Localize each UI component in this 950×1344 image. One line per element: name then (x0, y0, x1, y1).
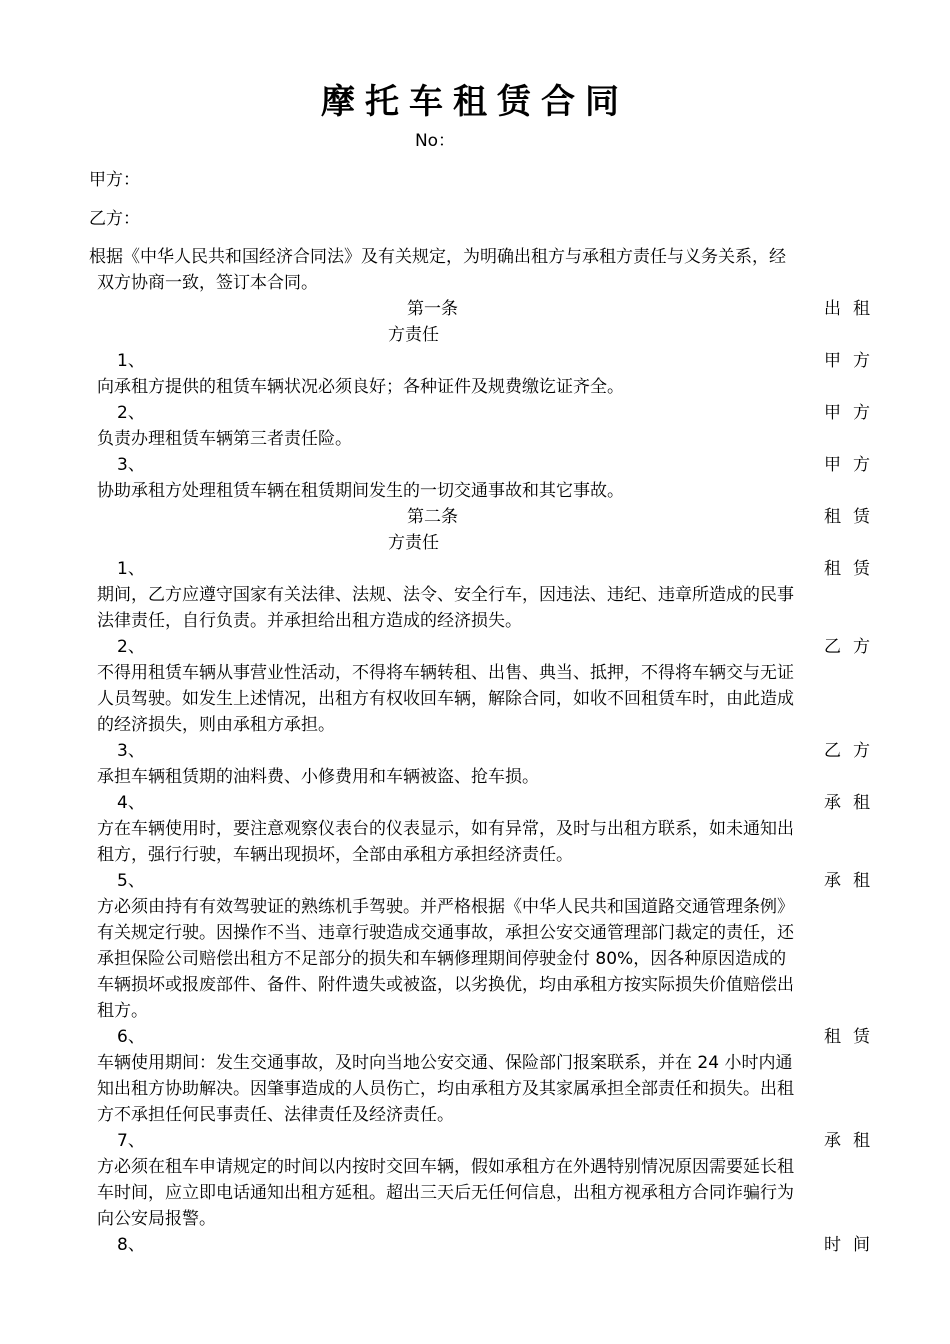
a2-item-7-side: 承租 (824, 1131, 882, 1151)
a1-item-2-number: 2、 (117, 403, 145, 423)
article-1-side-word: 出租 (824, 299, 882, 319)
a2-item-2-side: 乙方 (824, 637, 882, 657)
a2-item-2-line: 不得用租赁车辆从事营业性活动，不得将车辆转租、出售、典当、抵押，不得将车辆交与无证 (97, 663, 794, 683)
a2-item-5-line: 承担保险公司赔偿出租方不足部分的损失和车辆修理期间停驶金付 80%，因各种原因造成的 (97, 949, 787, 969)
a2-item-6-line: 方不承担任何民事责任、法律责任及经济责任。 (97, 1105, 454, 1125)
a2-item-1-line: 期间，乙方应遵守国家有关法律、法规、法令、安全行车，因违法、违纪、违章所造成的民事 (97, 585, 794, 605)
a2-item-1-number: 1、 (117, 559, 145, 579)
a2-item-7-number: 7、 (117, 1131, 145, 1151)
article-1-heading: 第一条 (407, 299, 458, 319)
a2-item-5-number: 5、 (117, 871, 145, 891)
article-2-subheading: 方责任 (388, 533, 439, 553)
a2-item-2-line: 的经济损失，则由承租方承担。 (97, 715, 335, 735)
a2-item-1-side: 租赁 (824, 559, 882, 579)
a2-item-5-line: 有关规定行驶。因操作不当、违章行驶造成交通事故，承担公安交通管理部门裁定的责任，还 (97, 923, 794, 943)
a2-item-4-line: 租方，强行行驶，车辆出现损坏，全部由承租方承担经济责任。 (97, 845, 573, 865)
article-1-subheading: 方责任 (388, 325, 439, 345)
a2-item-4-line: 方在车辆使用时，要注意观察仪表台的仪表显示，如有异常，及时与出租方联系，如未通知出 (97, 819, 794, 839)
a2-item-4-number: 4、 (117, 793, 145, 813)
a2-item-5-line: 租方。 (97, 1001, 148, 1021)
a2-item-3-side: 乙方 (824, 741, 882, 761)
a1-item-3-side: 甲方 (824, 455, 882, 475)
a2-item-7-line: 向公安局报警。 (97, 1209, 216, 1229)
a1-item-1-number: 1、 (117, 351, 145, 371)
a2-item-3-line: 承担车辆租赁期的油料费、小修费用和车辆被盗、抢车损。 (97, 767, 539, 787)
article-2-heading: 第二条 (407, 507, 458, 527)
a1-item-2-side: 甲方 (824, 403, 882, 423)
a2-item-2-number: 2、 (117, 637, 145, 657)
document-title: 摩托车租赁合同 (321, 82, 629, 122)
a2-item-3-number: 3、 (117, 741, 145, 761)
a2-item-6-line: 知出租方协助解决。因肇事造成的人员伤亡，均由承租方及其家属承担全部责任和损失。出租 (97, 1079, 794, 1099)
party-b-label: 乙方： (89, 209, 140, 229)
a2-item-5-line: 方必须由持有有效驾驶证的熟练机手驾驶。并严格根据《中华人民共和国道路交通管理条例》 (97, 897, 794, 917)
intro-line-2: 双方协商一致，签订本合同。 (97, 273, 318, 293)
a2-item-1-line: 法律责任，自行负责。并承担给出租方造成的经济损失。 (97, 611, 522, 631)
a1-item-1-text: 向承租方提供的租赁车辆状况必须良好；各种证件及规费缴讫证齐全。 (97, 377, 624, 397)
a2-item-7-line: 方必须在租车申请规定的时间以内按时交回车辆，假如承租方在外遇特别情况原因需要延长租 (97, 1157, 794, 1177)
article-2-side-word: 租赁 (824, 507, 882, 527)
a1-item-3-text: 协助承租方处理租赁车辆在租赁期间发生的一切交通事故和其它事故。 (97, 481, 624, 501)
contract-number-label: No： (414, 131, 456, 151)
a1-item-2-text: 负责办理租赁车辆第三者责任险。 (97, 429, 352, 449)
a2-item-6-side: 租赁 (824, 1027, 882, 1047)
a2-item-7-line: 车时间，应立即电话通知出租方延租。超出三天后无任何信息，出租方视承租方合同诈骗行为 (97, 1183, 794, 1203)
a2-item-8-side: 时间 (824, 1235, 882, 1255)
a2-item-6-number: 6、 (117, 1027, 145, 1047)
intro-line-1: 根据《中华人民共和国经济合同法》及有关规定，为明确出租方与承租方责任与义务关系，经 (89, 247, 786, 267)
a2-item-5-side: 承租 (824, 871, 882, 891)
a2-item-6-line: 车辆使用期间：发生交通事故，及时向当地公安交通、保险部门报案联系，并在 24 小时内通 (97, 1053, 793, 1073)
a1-item-1-side: 甲方 (824, 351, 882, 371)
a2-item-4-side: 承租 (824, 793, 882, 813)
a2-item-2-line: 人员驾驶。如发生上述情况，出租方有权收回车辆，解除合同，如收不回租赁车时，由此造成 (97, 689, 794, 709)
a2-item-5-line: 车辆损坏或报废部件、备件、附件遗失或被盗，以劣换优，均由承租方按实际损失价值赔偿出 (97, 975, 794, 995)
party-a-label: 甲方： (89, 170, 140, 190)
a2-item-8-number: 8、 (117, 1235, 145, 1255)
a1-item-3-number: 3、 (117, 455, 145, 475)
